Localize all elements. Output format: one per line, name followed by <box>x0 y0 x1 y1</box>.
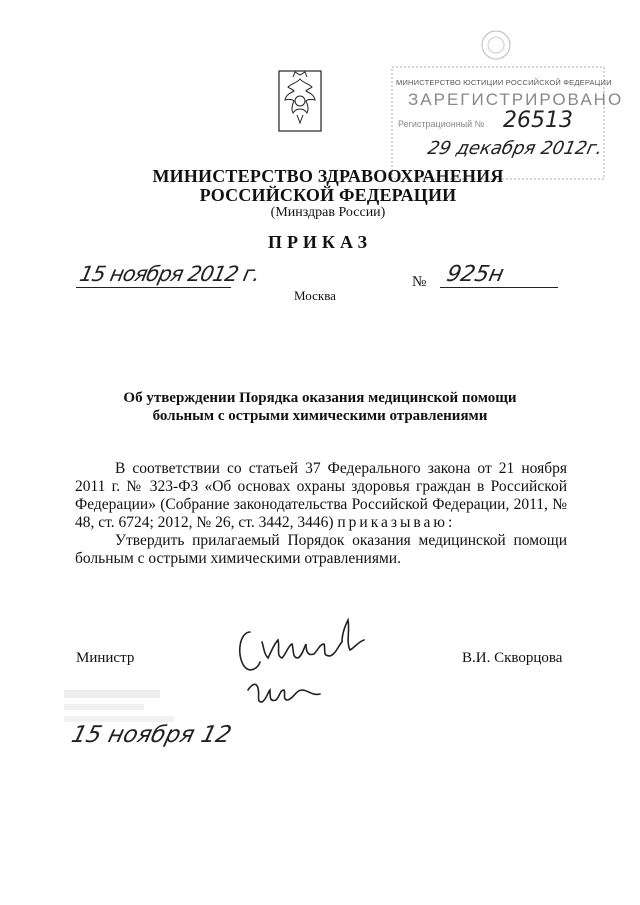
order-date: 15 ноября 2012 г. <box>77 262 262 286</box>
body-paragraph-2: Утвердить прилагаемый Порядок оказания медицинской помощи больным с острыми химическими отравлениями. <box>75 532 567 567</box>
bottom-stamp-date: 15 ноября 12 <box>68 722 234 748</box>
city: Москва <box>294 288 336 303</box>
body-paragraph-1-text: В соответствии со статьей 37 Федерального закона от 21 ноября 2011 г. № 323-ФЗ «Об основах охраны здоровья граждан в Российской Федерации» (Собрание законодательства Российской Федерации, 2011, № 48, ст. 6724; 2012, № 26, ст. 3442, 3446) <box>75 460 567 531</box>
order-number: 925н <box>444 262 507 287</box>
order-title: ПРИКАЗ <box>267 232 373 252</box>
stamp-ministry-text: МИНИСТЕРСТВО ЮСТИЦИИ РОССИЙСКОЙ ФЕДЕРАЦИИ <box>396 78 612 87</box>
subject-line1: Об утверждении Порядка оказания медицинской помощи <box>123 390 517 406</box>
coat-of-arms-icon <box>277 67 323 137</box>
order-body <box>75 460 567 568</box>
body-paragraph-1 <box>75 460 567 532</box>
stamp-regnum: 26513 <box>503 108 573 133</box>
stamp-registered-text: ЗАРЕГИСТРИРОВАНО <box>408 90 624 109</box>
signer-name: В.И. Скворцова <box>462 650 563 666</box>
stamp-date: 29 декабря 2012г. <box>425 138 605 159</box>
subject-line2: больным с острыми химическими отравлениями <box>152 408 488 424</box>
number-sign: № <box>412 274 427 290</box>
ministry-short-name: (Минздрав России) <box>270 205 386 220</box>
signer-position: Министр <box>76 650 135 666</box>
stamp-regnum-label: Регистрационный № <box>398 119 485 129</box>
order-keyword: приказываю: <box>337 514 456 531</box>
ministry-name-line1: МИНИСТЕРСТВО ЗДРАВООХРАНЕНИЯ <box>152 166 504 186</box>
ministry-name-line2: РОССИЙСКОЙ ФЕДЕРАЦИИ <box>199 185 457 205</box>
